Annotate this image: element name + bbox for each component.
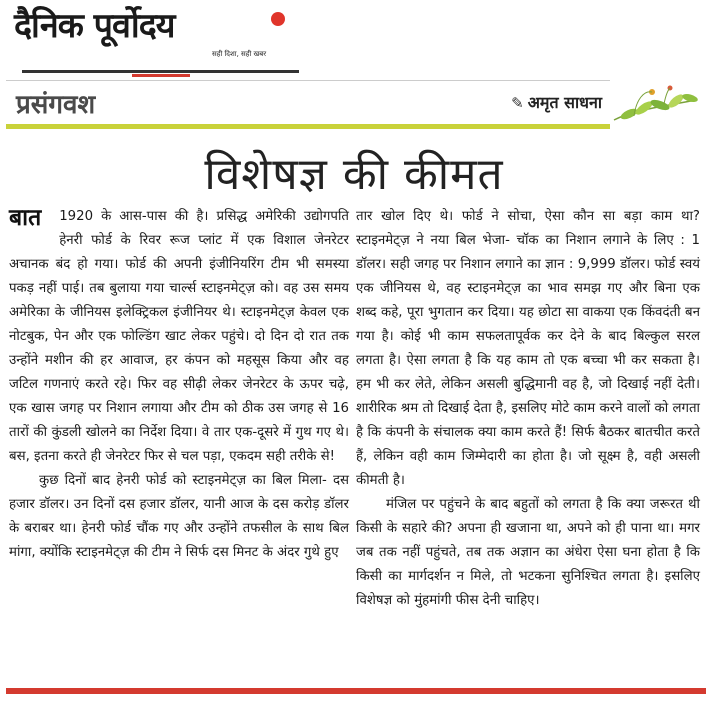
footer-rule	[6, 688, 706, 694]
lead-word: बात	[9, 205, 42, 231]
section-underline	[6, 124, 610, 129]
paragraph-text: मंजिल पर पहुंचने के बाद बहुतों को लगता है कि क्या जरूरत थी किसी के सहारे की? अपना ही खजाना था, अपने को ही पाना था। मगर जब तक नहीं पहुंचते, तब तक अज्ञान का अंधेरा ऐसा घना होता है कि किसी का मार्गदर्शन न मिले, तो भटकना सुनिश्चित लगता है। इसलिए विशेषज्ञ को मुंहमांगी फीस देनी चाहिए।	[356, 497, 700, 608]
byline	[511, 91, 602, 113]
article-column-left	[9, 205, 349, 565]
leaf-decoration	[604, 70, 704, 130]
section-label: प्रसंगवश	[16, 90, 96, 120]
article-headline: विशेषज्ञ की कीमत	[204, 149, 504, 200]
masthead-dot-icon	[271, 12, 285, 26]
masthead	[14, 6, 289, 74]
paragraph	[9, 205, 349, 469]
newspaper-tagline: सही दिशा, सही खबर	[212, 50, 267, 58]
paragraph-text: 1920 के आस-पास की है। प्रसिद्ध अमेरिकी उद्योगपति हेनरी फोर्ड के रिवर रूज प्लांट में एक विशाल जेनरेटर अचानक बंद हो गया। फोर्ड की अपनी इंजीनियरिंग टीम भी समस्या पकड़ नहीं पाई। तब बुलाया गया चार्ल्स स्टाइनमेट्ज़ को। वह उस समय अमेरिका के जीनियस इलेक्ट्रिकल इंजीनियर थे। स्टाइनमेट्ज़ केवल एक नोटबुक, पेन और एक फोल्डिंग खाट लेकर पहुंचे। दो दिन दो रात तक उन्होंने मशीन की हर आवाज, हर कंपन को महसूस किया और वह जटिल गणनाएं करते रहे। फिर वह सीढ़ी लेकर जेनरेटर के ऊपर चढ़े, एक खास जगह पर निशान लगाया और टीम को ठीक उस जगह से 16 तारों की कुंडली खोलने का निर्देश दिया। वे तार एक-दूसरे में गुथ गए थे। बस, इतना करते ही जेनरेटर फिर से चल पड़ा, एकदम सही तरीके से!	[9, 209, 349, 464]
section-header	[6, 80, 610, 125]
masthead-red-accent	[132, 74, 190, 77]
author-name: अमृत साधना	[527, 93, 602, 112]
newspaper-title: दैनिक पूर्वोदय	[14, 6, 175, 46]
masthead-rule	[22, 70, 299, 73]
paragraph-text: तार खोल दिए थे। फोर्ड ने सोचा, ऐसा कौन सा बड़ा काम था? स्टाइनमेट्ज़ ने नया बिल भेजा- चॉक का निशान लगाने के लिए : 1 डॉलर। सही जगह पर निशान लगाने का ज्ञान : 9,999 डॉलर। फोर्ड स्वयं एक जीनियस थे, वह स्टाइनमेट्ज़ का भाव समझ गए और बिना एक शब्द कहे, पूरा भुगतान कर दिया। यह छोटा सा वाकया एक किंवदंती बन गया है। कोई भी काम सफलतापूर्वक कर देने के बाद बिल्कुल सरल लगता है। ऐसा लगता है कि यह काम तो एक बच्चा भी कर सकता है। हम भी कर लेते, लेकिन असली बुद्धिमानी वह है, जो दिखाई नहीं देती। शारीरिक श्रम तो दिखाई देता है, इसलिए मोटे काम करने वालों को लगता है कि कंपनी के संचालक क्या काम करते हैं! सिर्फ बैठकर बातचीत करते हैं, लेकिन वही काम जिम्मेदारी का होता है। जो सूक्ष्म है, वही असली कीमती है।	[356, 209, 700, 488]
article-column-right	[356, 205, 700, 613]
paragraph-text: कुछ दिनों बाद हेनरी फोर्ड को स्टाइनमेट्ज़ का बिल मिला- दस हजार डॉलर। उन दिनों दस हजार डॉलर, यानी आज के दस करोड़ डॉलर के बराबर था। हेनरी फोर्ड चौंक गए और उन्होंने तफसील के साथ बिल मांगा, क्योंकि स्टाइनमेट्ज़ की टीम ने सिर्फ दस मिनट के अंदर गुथे हुए	[9, 473, 349, 560]
pen-icon: ✎	[511, 94, 524, 112]
